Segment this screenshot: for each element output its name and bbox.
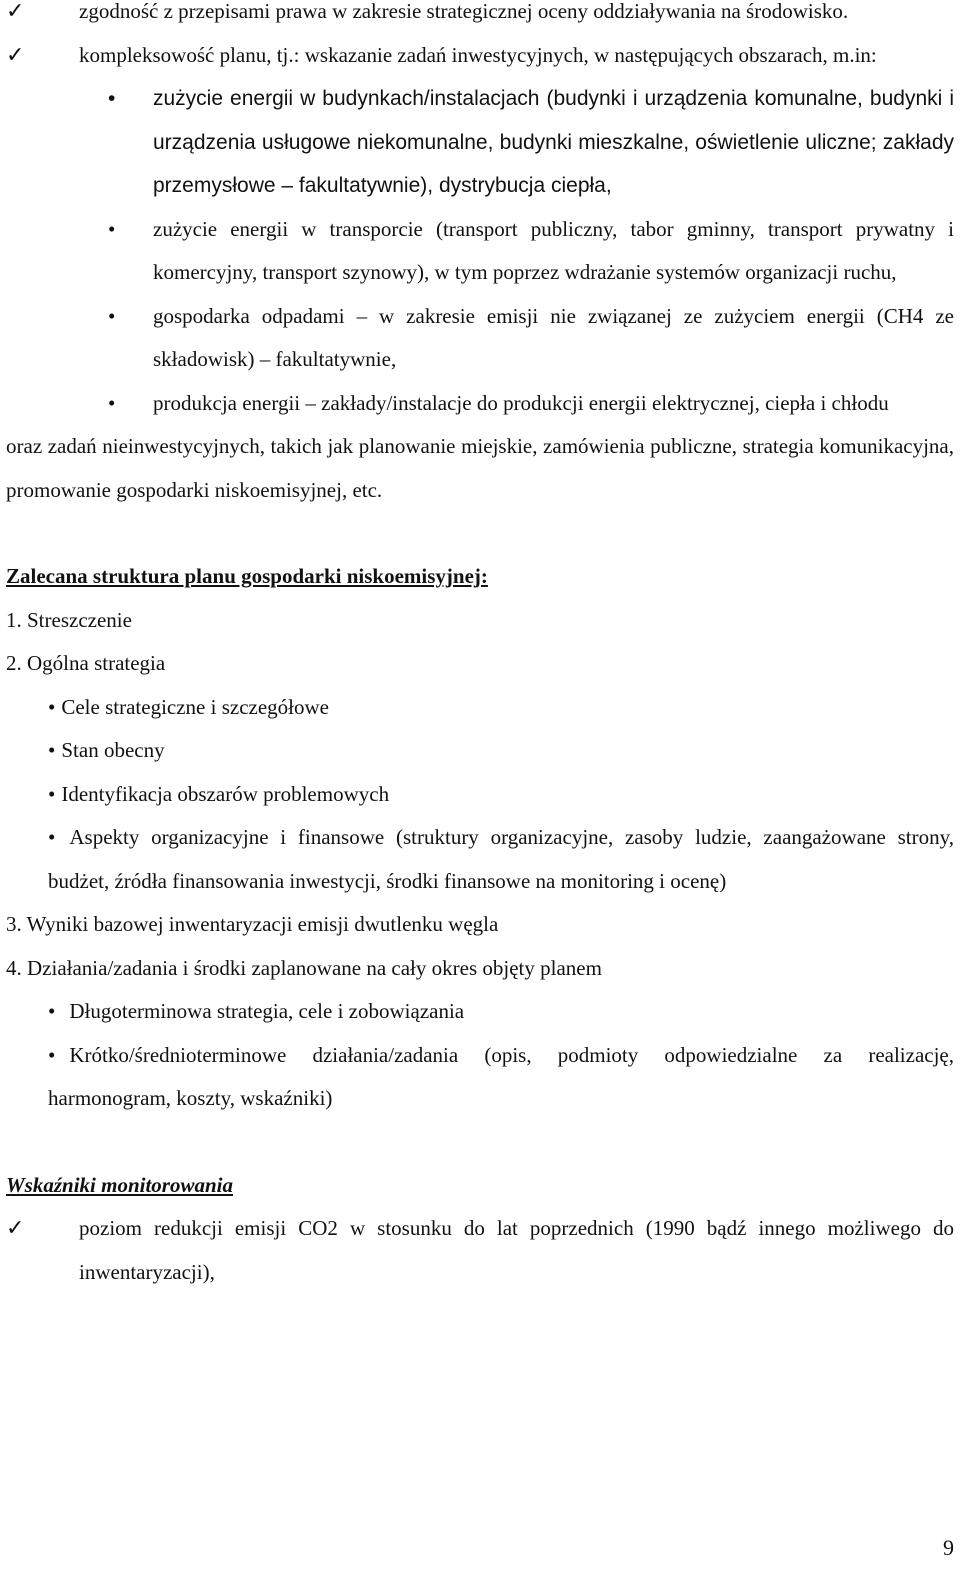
area-list-item — [0, 382, 960, 426]
structure-item: 1. Streszczenie — [6, 607, 132, 632]
structure-subitem-text: Krótko/średnioterminowe działania/zadania (opis, podmioty odpowiedzialne za realizację, harmonogram, koszty, wskaźniki) — [48, 1042, 954, 1110]
area-list-item-text: zużycie energii w budynkach/instalacjach (budynki i urządzenia komunalne, budynki i urządzenia usługowe niekomunalne, budynki mieszkalne, oświetlenie uliczne; zakłady przemysłowe – fakultatywnie), dystrybucja ciepła, — [153, 87, 954, 197]
bullet-icon: • — [108, 303, 116, 328]
area-list-item — [0, 208, 960, 295]
structure-subitem — [0, 990, 960, 1034]
checkmark-icon: ✓ — [6, 42, 25, 68]
checklist-item-text: kompleksowość planu, tj.: wskazanie zadań inwestycyjnych, w następujących obszarach, m.in: — [79, 42, 877, 67]
checklist-item-text: zgodność z przepisami prawa w zakresie strategicznej oceny oddziaływania na środowisko. — [79, 0, 849, 23]
area-list-item — [0, 295, 960, 382]
structure-subitem-text: Stan obecny — [61, 738, 165, 762]
structure-subitem-text: Identyfikacja obszarów problemowych — [61, 781, 390, 806]
checklist-item-text: poziom redukcji emisji CO2 w stosunku do lat poprzednich (1990 bądź innego możliwego do inwentaryzacji), — [79, 1216, 954, 1284]
area-list-item — [0, 77, 960, 208]
structure-heading: Zalecana struktura planu gospodarki niskoemisyjnej: — [6, 564, 488, 588]
structure-subitem — [0, 773, 960, 817]
checkmark-icon: ✓ — [6, 1216, 25, 1241]
structure-subitem — [0, 816, 960, 903]
bullet-icon: • — [48, 1042, 56, 1067]
checklist-item — [0, 0, 960, 34]
monitoring-heading: Wskaźniki monitorowania — [6, 1172, 233, 1197]
structure-item: 3. Wyniki bazowej inwentaryzacji emisji dwutlenku węgla — [6, 912, 499, 936]
structure-subitem-text: Długoterminowa strategia, cele i zobowiązania — [69, 999, 465, 1023]
structure-subitem — [0, 729, 960, 773]
structure-subitem-text: Cele strategiczne i szczegółowe — [61, 694, 329, 719]
area-list-item-text: zużycie energii w transporcie (transport publiczny, tabor gminny, transport prywatny i komercyjny, transport szynowy), w tym poprzez wdrażanie systemów organizacji ruchu, — [153, 216, 954, 284]
structure-subitem-text: Aspekty organizacyjne i finansowe (struktury organizacyjne, zasoby ludzie, zaangażowane strony, budżet, źródła finansowania inwestycji, środki finansowe na monitoring i ocenę) — [48, 825, 954, 893]
structure-subitem — [0, 686, 960, 730]
bullet-icon: • — [48, 738, 56, 762]
area-list-item-text: produkcja energii – zakłady/instalacje do produkcji energii elektrycznej, ciepła i chłodu — [153, 390, 889, 415]
checklist-item — [0, 1207, 960, 1294]
page-number: 9 — [943, 1534, 954, 1560]
structure-item: 4. Działania/zadania i środki zaplanowane na cały okres objęty planem — [6, 955, 602, 980]
checkmark-icon: ✓ — [6, 0, 25, 24]
bullet-icon: • — [48, 694, 56, 719]
checklist-item — [0, 34, 960, 78]
structure-item: 2. Ogólna strategia — [6, 651, 166, 675]
bullet-icon: • — [48, 999, 56, 1023]
bullet-icon: • — [48, 781, 56, 806]
bullet-icon: • — [108, 87, 116, 110]
bullet-icon: • — [108, 216, 116, 241]
area-list-item-text: gospodarka odpadami – w zakresie emisji nie związanej ze zużyciem energii (CH4 ze składowisk) – fakultatywnie, — [153, 303, 954, 371]
non-investment-paragraph: oraz zadań nieinwestycyjnych, takich jak planowanie miejskie, zamówienia publiczne, strategia komunikacyjna, promowanie gospodarki niskoemisyjnej, etc. — [6, 434, 954, 502]
structure-subitem — [0, 1034, 960, 1121]
bullet-icon: • — [108, 390, 116, 415]
bullet-icon: • — [48, 825, 56, 849]
